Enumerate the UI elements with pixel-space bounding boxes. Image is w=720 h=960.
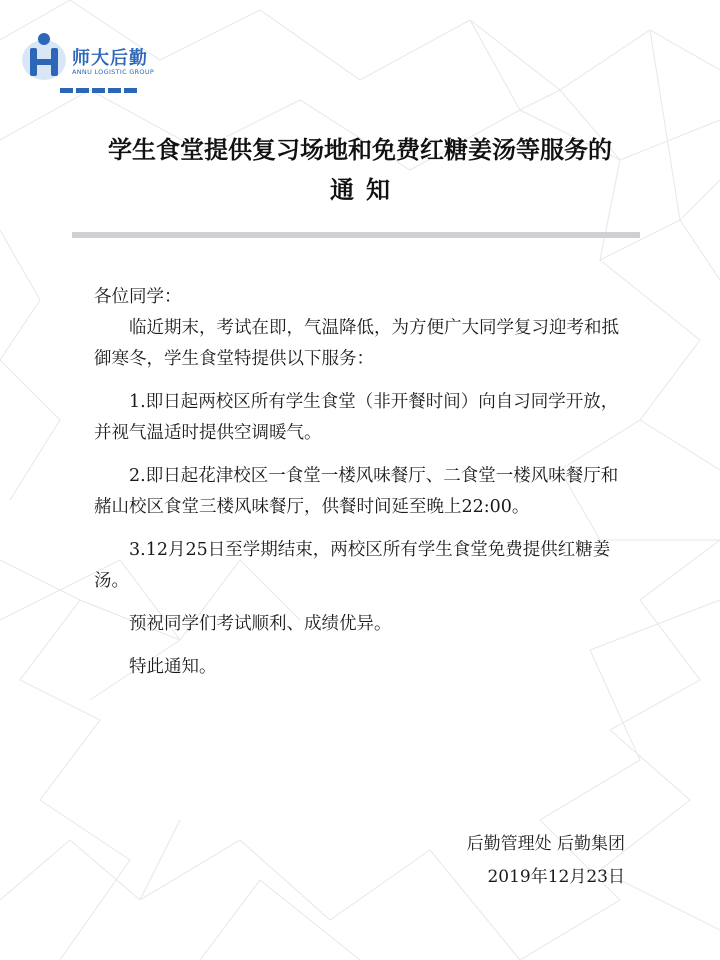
notice-date: 2019年12月23日: [487, 867, 625, 887]
notice-body: [94, 282, 634, 683]
title-divider: [72, 232, 640, 238]
salutation: 各位同学：: [94, 287, 182, 307]
logo: [20, 30, 180, 100]
service-item-2: 2.即日起花津校区一食堂一楼风味餐厅、二食堂一楼风味餐厅和赭山校区食堂三楼风味餐厅，供餐时间延至晚上22:00。: [94, 466, 619, 517]
h-figure-logo-icon: [20, 30, 70, 86]
intro-paragraph: 临近期末，考试在即，气温降低，为方便广大同学复习迎考和抵御寒冬，学生食堂特提供以下服务：: [94, 318, 619, 369]
service-item-3: 3.12月25日至学期结束，两校区所有学生食堂免费提供红糖姜汤。: [94, 540, 611, 591]
closing-paragraph: 特此通知。: [129, 657, 217, 677]
signature-departments: 后勤管理处 后勤集团: [466, 834, 625, 854]
logo-name: 师大后勤: [72, 48, 148, 69]
wishes-paragraph: 预祝同学们考试顺利、成绩优异。: [129, 614, 392, 634]
signature-block: [467, 828, 625, 894]
title-line-2: 通知: [330, 175, 402, 204]
logo-decoration-bars: [60, 88, 137, 93]
service-item-1: 1.即日起两校区所有学生食堂（非开餐时间）向自习同学开放，并视气温适时提供空调暖气。: [94, 392, 619, 443]
notice-title: [0, 130, 720, 210]
title-line-1: 学生食堂提供复习场地和免费红糖姜汤等服务的: [108, 135, 612, 164]
logo-subtitle: ANNU LOGISTIC GROUP: [72, 68, 155, 76]
